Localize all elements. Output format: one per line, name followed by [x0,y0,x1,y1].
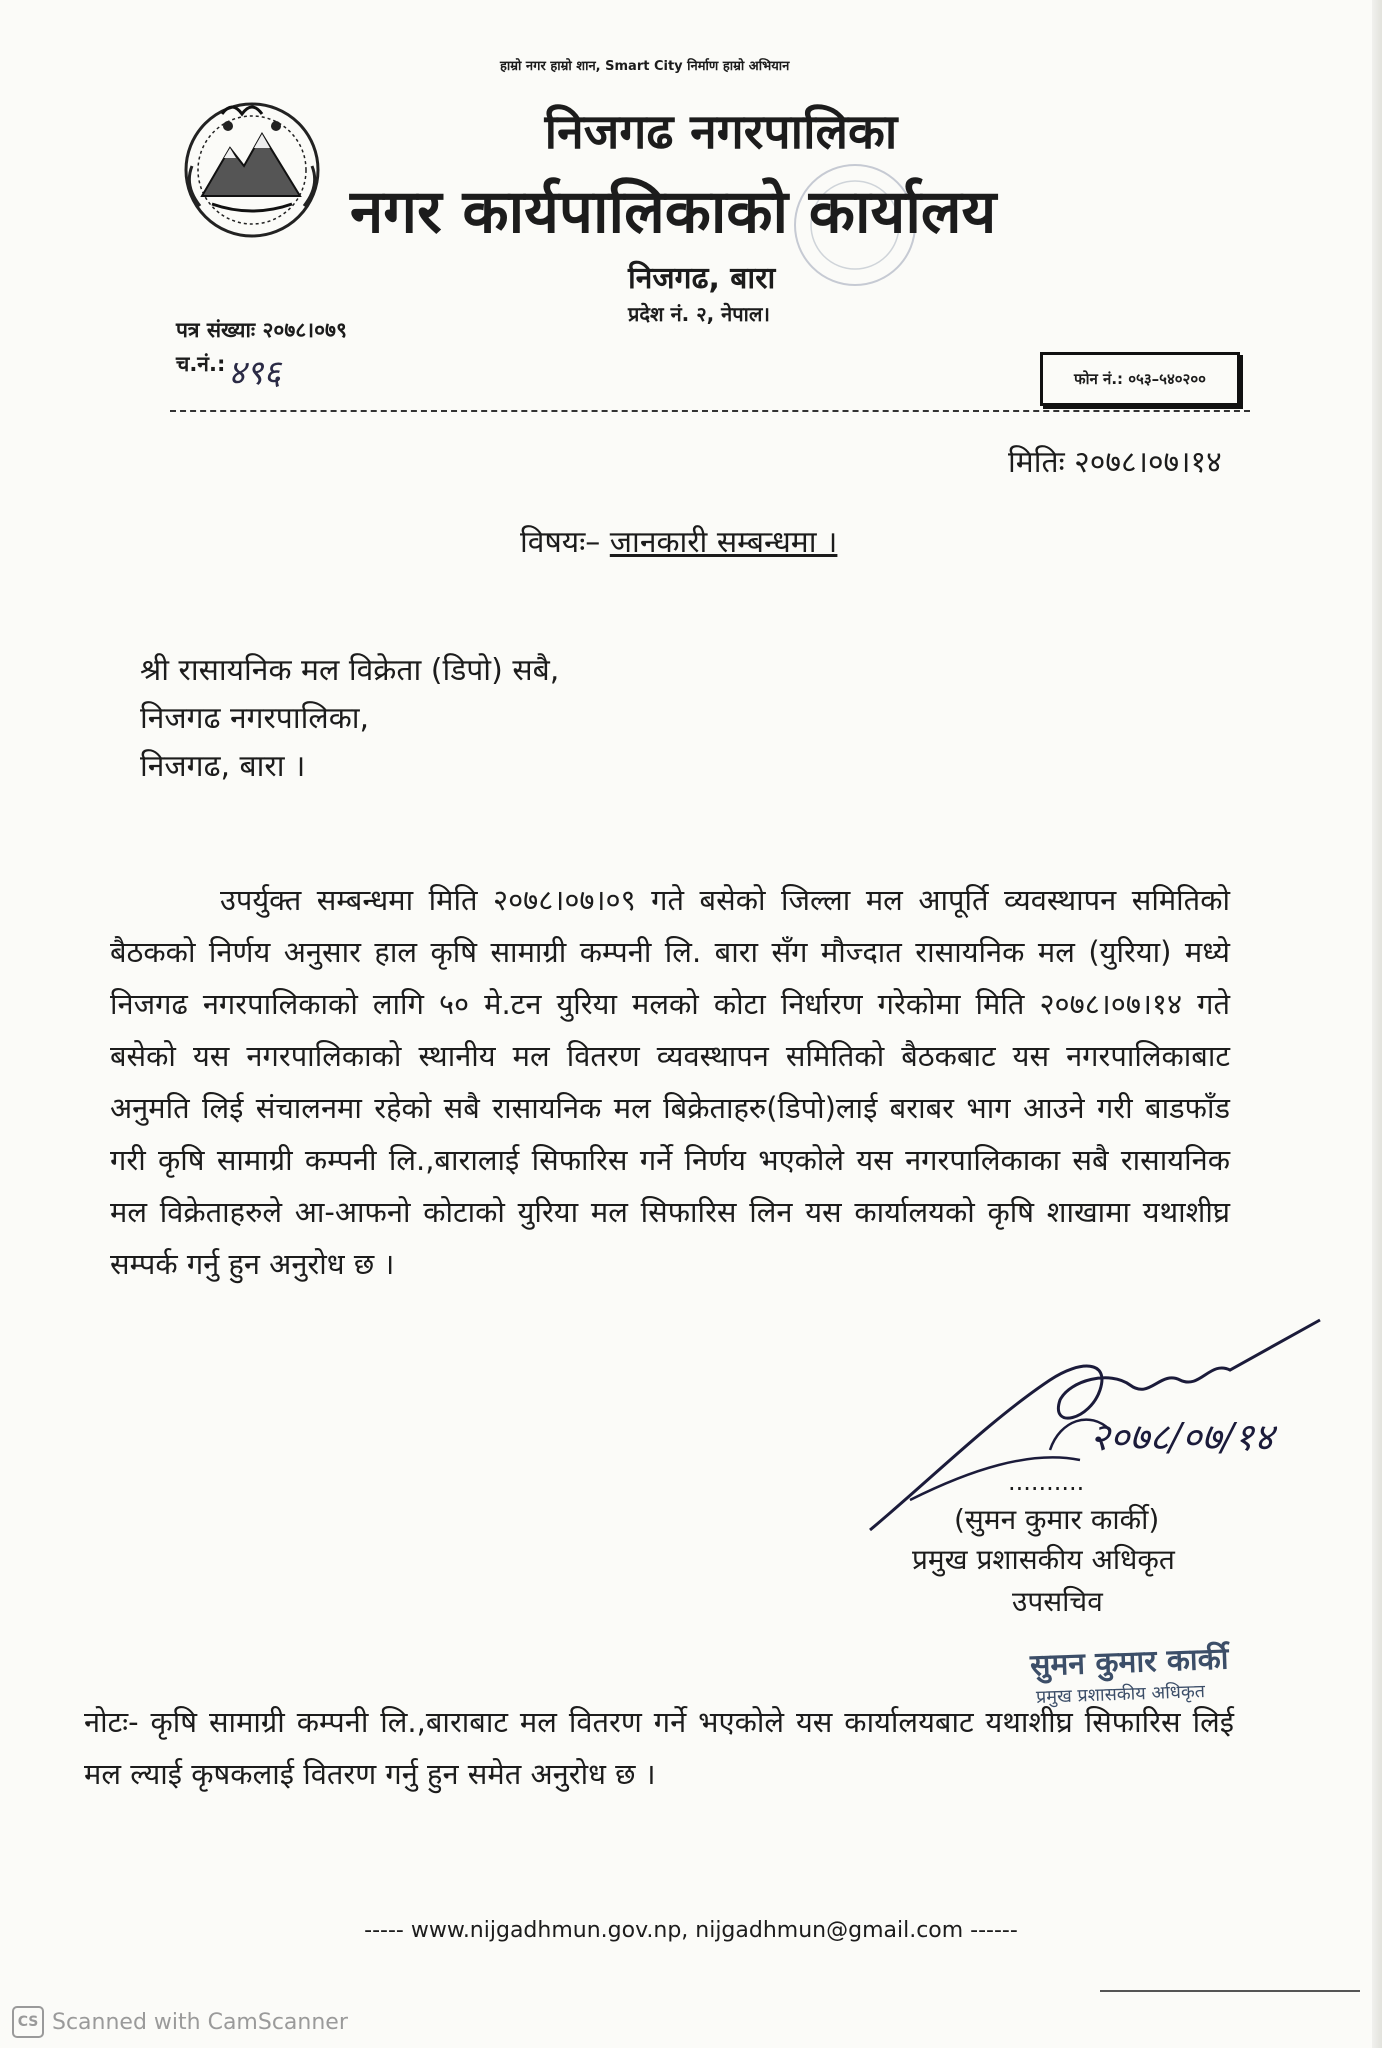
camscanner-logo-icon: CS [12,2006,44,2038]
page-edge-line [1100,1990,1360,1992]
scanner-text: Scanned with CamScanner [52,2009,348,2035]
office-name: नगर कार्यपालिकाको कार्यालय [350,177,997,247]
title-stamp: प्रमुख प्रशासकीय अधिकृत [1035,1681,1206,1708]
phone-box [1040,352,1240,406]
signature-date: २०७८/०७/१४ [1090,1415,1274,1459]
letter-body [110,874,1230,1290]
reference-number: पत्र संख्याः २०७८।०७९ [176,318,347,342]
body-paragraph: उपर्युक्त सम्बन्धमा मिति २०७८।०७।०९ गते बसेको जिल्ला मल आपूर्ति व्यवस्थापन समितिको बैठकको निर्णय अनुसार हाल कृषि सामाग्री कम्पनी लि. बारा सँग मौज्दात रासायनिक मल (युरिया) मध्ये निजगढ नगरपालिकाको लागि ५० मे.टन युरिया मलको कोटा निर्धारण गरेकोमा मिति २०७८।०७।१४ गते बसेको यस नगरपालिकाको स्थानीय मल वितरण व्यवस्थापन समितिको बैठकबाट यस नगरपालिकाबाट अनुमति लिई संचालनमा रहेको सबै रासायनिक मल बिक्रेताहरु(डिपो)लाई बराबर भाग आउने गरी बाडफाँड गरी कृषि सामाग्री कम्पनी लि.,बारालाई सिफारिस गर्ने निर्णय भएकोले यस नगरपालिकाका सबै रासायनिक मल विक्रेताहरुले आ-आफनो कोटाको युरिया मल सिफारिस लिन यस कार्यालयको कृषि शाखामा यथाशीघ्र सम्पर्क गर्नु हुन अनुरोध छ । [110,883,1230,1281]
footer-contact: ----- www.nijgadhmun.gov.np, nijgadhmun@gmail.com ------ [364,1918,1018,1943]
header-divider [170,410,1250,412]
municipality-name: निजगढ नगरपालिका [544,104,898,160]
name-stamp: सुमन कुमार कार्की [1029,1641,1230,1684]
note-section [84,1696,1234,1800]
dispatch-number: ४९६ [228,353,282,393]
page-edge-shadow [1372,0,1382,2048]
subject-text: जानकारी सम्बन्धमा । [609,525,838,560]
subject-line [520,520,837,561]
scanner-watermark [12,2006,348,2038]
phone-number: फोन नं.: ०५३–५४०२०० [1074,370,1206,388]
signatory-name: (सुमन कुमार कार्की) [954,1503,1160,1536]
subject-label: विषयः– [520,525,601,560]
dispatch-label: च.नं.: [176,352,226,376]
note-text: नोटः- कृषि सामाग्री कम्पनी लि.,बाराबाट मल वितरण गर्ने भएकोले यस कार्यालयबाट यथाशीघ्र सिफारिस लिई मल ल्याई कृषकलाई वितरण गर्नु हुन समेत अनुरोध छ । [84,1705,1234,1791]
slogan: हाम्रो नगर हाम्रो शान, Smart City निर्माण हाम्रो अभियान [500,59,790,74]
office-address-province: प्रदेश नं. २, नेपाल। [628,302,770,326]
addressee-line: निजगढ नगरपालिका, [140,701,370,736]
office-address-city: निजगढ, बारा [628,261,776,296]
addressee-line: श्री रासायनिक मल विक्रेता (डिपो) सबै, [140,653,560,688]
signatory-rank: उपसचिव [1012,1585,1103,1618]
letter-date: मितिः २०७८।०७।१४ [1008,445,1222,480]
addressee-line: निजगढ, बारा । [140,749,306,784]
signature-dots: .......... [1008,1468,1085,1496]
signatory-title: प्रमुख प्रशासकीय अधिकृत [912,1543,1175,1576]
